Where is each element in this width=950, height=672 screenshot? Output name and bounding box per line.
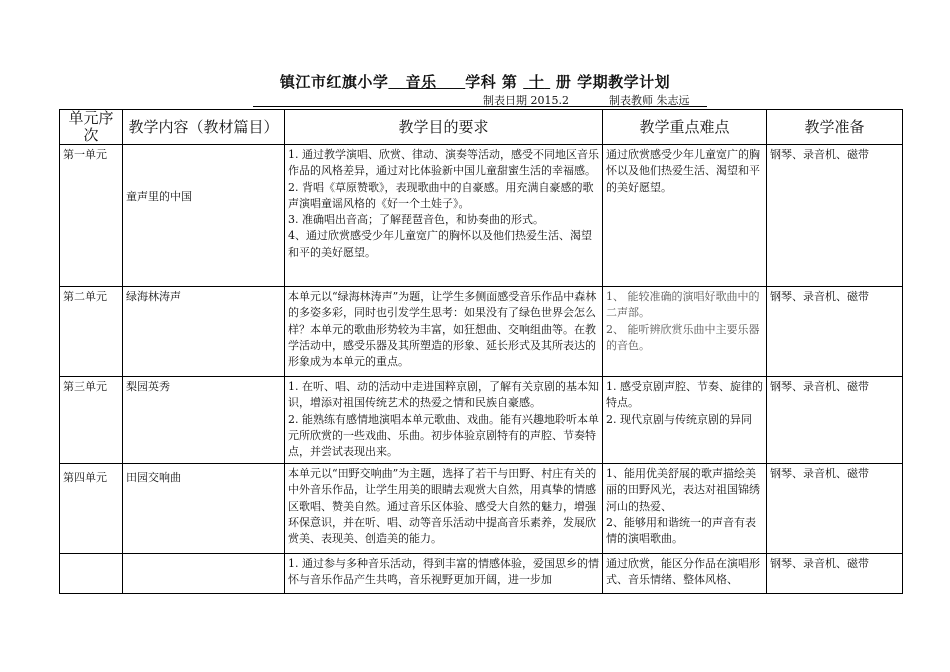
goal-line: 3. 准确唱出音高；了解琵琶音色，和协奏曲的形式。 <box>288 213 544 227</box>
key-point-line: 1. 感受京剧声腔、节奏、旋律的特点。 <box>606 380 763 410</box>
goals-cell <box>285 145 603 287</box>
goal-line: 4、通过欣赏感受少年儿童宽广的胸怀以及他们热爱生活、渴望和平的美好愿望。 <box>288 229 592 259</box>
preparation-cell: 钢琴、录音机、磁带 <box>767 287 903 377</box>
title-prefix: 镇江市红旗小学 <box>279 73 389 91</box>
subject-value: 音乐 <box>405 73 437 91</box>
content-cell: 童声里的中国 <box>123 145 285 287</box>
key-points-cell <box>603 287 767 377</box>
preparation-cell: 钢琴、录音机、磁带 <box>767 145 903 287</box>
table-row <box>60 287 903 377</box>
goals-cell <box>285 377 603 464</box>
content-cell: 田园交响曲 <box>123 464 285 554</box>
goal-line: 2. 能熟练有感情地演唱本单元歌曲、戏曲。能有兴趣地聆听本单元所欣赏的一些戏曲、乐曲。初步体验京剧特有的声腔、节奏特点，并尝试表现出来。 <box>288 412 599 459</box>
header-goals: 教学目的要求 <box>285 110 603 145</box>
table-row <box>60 145 903 287</box>
preparation-cell: 钢琴、录音机、磁带 <box>767 554 903 594</box>
goal-line: 1. 通过参与多种音乐活动，得到丰富的情感体验，爱国思乡的情怀与音乐作品产生共鸣，音乐视野更加开阔，进一步加 <box>288 557 599 587</box>
goal-line: 2. 背唱《草原赞歌》，表现歌曲中的自豪感。用充满自豪感的歌声演唱童谣风格的《好一个土娃子》。 <box>288 180 594 210</box>
date-label: 制表日期 2015.2 <box>483 94 569 107</box>
volume-value: 十 <box>528 73 545 91</box>
subject-field <box>388 73 465 91</box>
goal-line: 1. 在听、唱、动的活动中走进国粹京剧，了解有关京剧的基本知识，增添对祖国传统艺术的热爱之情和民族自豪感。 <box>288 380 599 410</box>
header-content: 教学内容（教材篇目） <box>123 110 285 145</box>
document-title <box>0 71 950 92</box>
unit-cell <box>60 554 123 594</box>
goal-line: 本单元以“田野交响曲”为主题，选择了若干与田野、村庄有关的中外音乐作品，让学生用美的眼睛去观赏大自然，用真挚的情感区歌唱、赞美自然。通过音乐区体验、感受大自然的魅力，增强环保意识，并在听、唱、动等音乐活动中提高音乐素养，发展欣赏美、表现美、创造美的能力。 <box>288 467 597 546</box>
content-cell <box>123 554 285 594</box>
key-point-line: 1、 能较准确的演唱好歌曲中的二声部。 <box>606 290 760 320</box>
header-unit: 单元序次 <box>60 110 123 145</box>
goals-cell <box>285 287 603 377</box>
key-points-cell <box>603 145 767 287</box>
table-header-row <box>60 110 903 145</box>
key-points-cell <box>603 377 767 464</box>
header-preparation: 教学准备 <box>767 110 903 145</box>
goal-line: 本单元以“绿海林涛声”为题，让学生多侧面感受音乐作品中森林的多姿多彩，同时也引发学生思考：如果没有了绿色世界会怎么样？本单元的歌曲形势较为丰富，如狂想曲、交响组曲等。在教学活动中，感受乐器及其所塑造的形象、延长形式及其所表达的形象成为本单元的重点。 <box>288 290 597 369</box>
goal-line: 1. 通过教学演唱、欣赏、律动、演奏等活动，感受不同地区音乐作品的风格差异，通过对比体验新中国儿童甜蜜生活的幸福感。 <box>288 148 599 178</box>
key-points-cell <box>603 464 767 554</box>
header-key-points: 教学重点难点 <box>603 110 767 145</box>
unit-cell: 第一单元 <box>60 145 123 287</box>
key-point-line: 2、能够用和谐统一的声音有表情的演唱歌曲。 <box>606 515 756 546</box>
key-point-line: 2、 能听辨欣赏乐曲中主要乐器的音色。 <box>606 322 760 352</box>
content-cell: 绿海林涛声 <box>123 287 285 377</box>
content-cell: 梨园英秀 <box>123 377 285 464</box>
preparation-cell: 钢琴、录音机、磁带 <box>767 464 903 554</box>
key-point-line: 2. 现代京剧与传统京剧的异同 <box>606 412 752 426</box>
preparation-cell: 钢琴、录音机、磁带 <box>767 377 903 464</box>
title-suffix: 册 学期教学计划 <box>555 73 671 91</box>
maker-label: 制表教师 朱志远 <box>609 94 690 107</box>
key-point-line: 通过欣赏感受少年儿童宽广的胸怀以及他们热爱生活、渴望和平的美好愿望。 <box>606 148 760 194</box>
table-row <box>60 464 903 554</box>
title-middle: 学科 第 <box>465 73 518 91</box>
key-point-line: 1、能用优美舒展的歌声描绘美丽的田野风光，表达对祖国锦绣河山的热爱、 <box>606 467 760 513</box>
volume-field <box>523 73 550 91</box>
unit-cell: 第四单元 <box>60 464 123 554</box>
key-point-line: 通过欣赏，能区分作品在演唱形式、音乐情绪、整体风格、 <box>606 557 760 587</box>
unit-cell: 第三单元 <box>60 377 123 464</box>
table-row <box>60 377 903 464</box>
table-row <box>60 554 903 594</box>
goals-cell <box>285 464 603 554</box>
meta-line <box>253 92 707 107</box>
key-points-cell <box>603 554 767 594</box>
unit-cell: 第二单元 <box>60 287 123 377</box>
teaching-plan-table <box>59 109 903 594</box>
goals-cell <box>285 554 603 594</box>
